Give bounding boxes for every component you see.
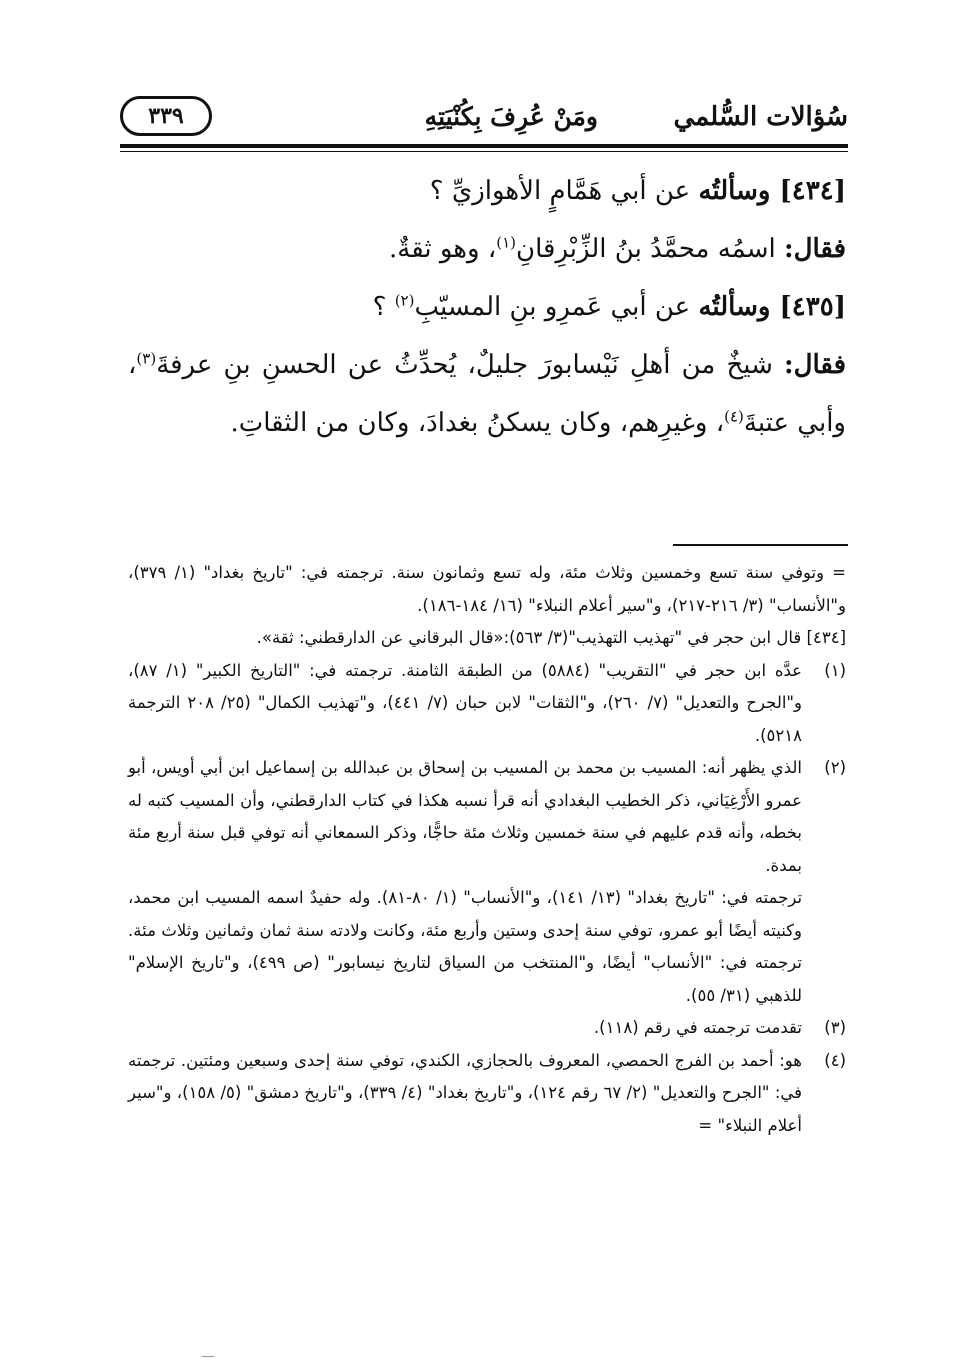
footnote-number: (٤) <box>824 1050 846 1070</box>
footnote-body <box>128 1012 802 1045</box>
footnote-number: (١) <box>824 660 846 680</box>
question-435 <box>128 278 846 336</box>
header-rule-thick <box>120 144 848 148</box>
footnote-body <box>128 655 802 753</box>
answer-434-text-1: اسمُه محمَّدُ بنُ الزِّبْرِقانِ <box>516 234 784 264</box>
footnote-body <box>128 752 802 1012</box>
answer-435-lead: فقال: <box>784 350 846 380</box>
question-434-lead: [٤٣٤] وسألتُه <box>698 176 846 206</box>
answer-434 <box>128 220 846 278</box>
footnote-ref-3[interactable]: (٣) <box>136 349 157 368</box>
footnote-paragraph: الذي يظهر أنه: المسيب بن محمد بن المسيب بن إسحاق بن عبدالله بن إسماعيل ابن أبي أويس، أبو عمرو الأَرْغِيَاني، ذكر الخطيب البغدادي أنه قرأ نسبه هكذا في كتاب الدارقطني، وأن المسيب كتبه له بخطه، وأنه قدم عليهم في سنة خمسين وثلاث مئة حاجًّا، وذكر السمعاني أنه توفي قبل سنة أربع مئة بمدة. <box>128 758 802 875</box>
footnote-body <box>128 1045 802 1143</box>
footnote-separator <box>673 544 848 546</box>
footnote-number: (٣) <box>824 1018 846 1037</box>
page-number: ٣٣٩ <box>120 96 212 136</box>
footnote-ref-4[interactable]: (٤) <box>724 407 744 426</box>
section-title: ومَنْ عُرِفَ بِكُنْيَتِهِ <box>424 102 598 131</box>
answer-435 <box>128 336 846 452</box>
footnote-continuation: = وتوفي سنة تسع وخمسين وثلاث مئة، وله تسع وثمانون سنة. ترجمته في: "تاريخ بغداد" (١/ ٣٧٩)، و"الأنساب" (٣/ ٢١٦-٢١٧)، و"سير أعلام النبلاء" (١٦/ ١٨٤-١٨٦). <box>128 563 846 615</box>
footnote-ref-2[interactable]: (٢) <box>394 291 415 310</box>
footnotes <box>128 557 846 1142</box>
running-header <box>120 92 848 142</box>
main-text <box>128 162 846 452</box>
answer-435-text-1: شيخٌ من أهلِ نَيْسابورَ جليلٌ، يُحدِّثُ عن الحسنِ بنِ عرفةَ <box>156 350 784 380</box>
footnote-paragraph: عدَّه ابن حجر في "التقريب" (٥٨٨٤) من الطبقة الثامنة. ترجمته في: "التاريخ الكبير" (١/ ٨٧)، و"الجرح والتعديل" (٧/ ٢٦٠)، و"الثقات" لابن حبان (٧/ ٤٤١)، و"تهذيب الكمال" (٢٥/ ٢٠٨ الترجمة ٥٢١٨). <box>128 660 802 745</box>
question-435-lead: [٤٣٥] وسألتُه <box>698 292 846 322</box>
answer-435-text-2: ، وأبي عتبةَ <box>128 350 846 438</box>
answer-434-lead: فقال: <box>784 234 846 264</box>
footnote-2 <box>128 752 846 1012</box>
footnote-4 <box>128 1045 846 1143</box>
note-434: [٤٣٤] قال ابن حجر في "تهذيب التهذيب"(٣/ ٥٦٣):«قال البرقاني عن الدارقطني: ثقة». <box>256 628 846 647</box>
footnote-paragraph: ترجمته في: "تاريخ بغداد" (١٣/ ١٤١)، و"الأنساب" (١/ ٨٠-٨١). وله حفيدٌ اسمه المسيب ابن محمد، وكنيته أيضًا أبو عمرو، توفي سنة إحدى وستين وأربع مئة، وكانت ولادته سنة ثمان وثمانين وثلاث مئة. ترجمته في: "الأنساب" أيضًا، و"المنتخب من السياق لتاريخ نيسابور" (ص ٤٩٩)، و"تاريخ الإسلام" للذهبي (٣١/ ٥٥). <box>128 888 803 1005</box>
question-434-text: عن أبي هَمَّامٍ الأهوازيِّ ؟ <box>429 176 699 206</box>
footnote-ref-1[interactable]: (١) <box>496 233 517 252</box>
answer-434-text-2: ، وهو ثقةٌ. <box>389 234 497 264</box>
footnote-paragraph: تقدمت ترجمته في رقم (١١٨). <box>593 1018 802 1037</box>
footnote-1 <box>128 655 846 753</box>
footnote-number: (٢) <box>824 758 846 777</box>
answer-435-text-3: ، وغيرِهم، وكان يسكنُ بغدادَ، وكان من الثقاتِ. <box>230 408 725 438</box>
footnote-paragraph: هو: أحمد بن الفرج الحمصي، المعروف بالحجازي، الكندي، توفي سنة إحدى وسبعين ومئتين. ترجمته في: "الجرح والتعديل" (٢/ ٦٧ رقم ١٢٤)، و"تاريخ بغداد" (٤/ ٣٣٩)، و"تاريخ دمشق" (٥/ ١٥٨)، و"سير أعلام النبلاء" = <box>128 1050 803 1135</box>
question-434 <box>128 162 846 220</box>
footnote-3 <box>128 1012 846 1045</box>
book-title: سُؤالات السُّلمي <box>673 102 848 132</box>
header-rule-thin <box>120 151 848 152</box>
question-435-text-1: عن أبي عَمرِو بنِ المسيّبِ <box>414 292 699 322</box>
scan-mark <box>202 1356 214 1357</box>
question-435-text-2: ؟ <box>372 292 395 322</box>
